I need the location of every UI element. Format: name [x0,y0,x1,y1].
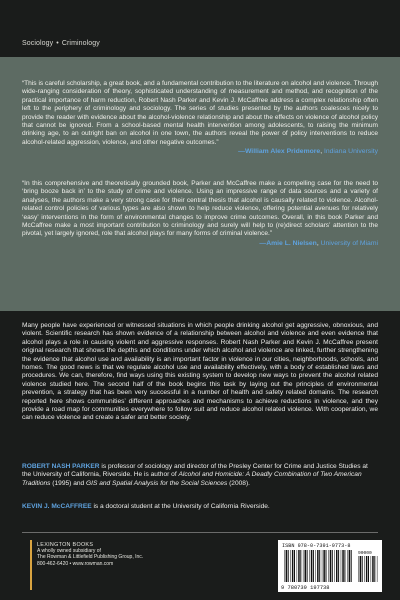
isbn-barcode [278,540,382,592]
author-name: ROBERT NASH PARKER [22,463,100,470]
subject-sociology: Sociology [22,40,54,47]
subject-criminology: Criminology [61,40,100,47]
author-bio-parker [22,463,378,488]
publisher-accent-bar [30,540,32,590]
publisher-name: LEXINGTON BOOKS [37,542,94,548]
bio-text: (2008). [227,479,250,487]
bio-text: is a doctoral student at the University of California Riverside. [91,503,270,510]
barcode-bars [284,550,352,582]
attribution-dash: — [259,239,267,247]
attribution-dash: — [238,148,245,156]
endorsement-text: “This is careful scholarship, a great book, and a fundamental contribution to the literature on alcohol and violence. Through wide-ranging consideration of theory, sophisticated understanding of measurement and method, and recognition of the practical importance of harm reduction, Robert Nash Parker and Kevin J. McCaffree address a complex relationship often left to the periphery of criminology and sociology. The series of studies presented by the authors coalesces nicely to provide the reader with evidence about the alcohol-violence relationship and about the effects on violence of alcohol policy that cannot be ignored. From a school-based mental health intervention among adolescents, to raising the minimum drinking age, to an outright ban on alcohol in one town, the authors reveal the power of policy interventions to reduce alcohol-related aggression, violence, and other negative outcomes.” [22,80,378,146]
author-bio-mccaffree [22,503,378,511]
publisher-info [37,542,187,567]
barcode-graphic [278,540,382,592]
bio-text: (1995) and [50,479,87,487]
endorsement-quote-1 [22,80,378,157]
endorser-affiliation: University of Miami [320,239,378,247]
subject-separator: • [56,40,59,47]
endorsement-attribution: —Amie L. Nielsen, University of Miami [259,239,378,247]
publisher-line-1: A wholly owned subsidiary of [37,548,101,555]
isbn-text: ISBN 978-0-7391-9773-8 [282,543,351,549]
endorser-affiliation: Indiana University [323,148,378,156]
book-title: Alcohol and Homicide: A Deadly Combination of Two American Traditions [22,471,362,487]
price-barcode-bars [358,556,377,582]
endorsement-quote-2 [22,180,378,248]
top-band [0,0,400,57]
publisher-line-3: 800-462-6420 • www.rowman.com [37,560,114,567]
endorsement-attribution: —William Alex Pridemore, Indiana University [238,148,378,156]
bio-text: is professor of sociology and director of the Presley Center for Crime and Justice Studies at the University of California, Riverside. He is author of [22,463,368,479]
endorser-name: Amie L. Nielsen [266,239,317,247]
barcode-digits: 9 780739 197738 [281,585,330,591]
book-title: GIS and Spatial Analysis for the Social Sciences [86,479,228,487]
publisher-line-2: The Rowman & Littlefield Publishing Group, Inc. [37,554,144,561]
price-code: 90000 [358,551,372,556]
divider [22,532,378,533]
book-description: Many people have experienced or witnessed situations in which people drinking alcohol get aggressive, obnoxious, and violent. Scientific research has shown evidence of a relationship between alcohol and violence and even evidence that alcohol plays a role in causing violent and aggressive responses. Robert Nash Parker and Kevin J. McCaffree present original research that shows the depths and conditions under which alcohol and violence are linked, further strengthening the evidence that alcohol use and availability is an important factor in violence in our cities, neighborhoods, schools, and homes. The good news is that we regulate alcohol use and availability effectively, with a body of established laws and procedures. We can, therefore, find ways using this existing system to develop new ways to prevent the alcohol related violence studied here. The second half of the book begins this task by laying out the principles of environmental prevention, a strategy that has been very successful in a number of health and safety related domains. The research reported here shows communities’ different approaches and mechanisms to achieve reductions in violence, and they provide a road map for communities everywhere to follow suit and reduce alcohol related violence. With cooperation, we can reduce violence and create a safer and better society. [22,322,378,422]
endorser-name: William Alex Pridemore [244,148,321,156]
endorsement-text: “In this comprehensive and theoretically grounded book, Parker and McCaffree make a compelling case for the need to ‘bring booze back in’ to the study of crime and violence. Using an impressive range of data sources and a variety of analyses, the authors make a very strong case for their central thesis that alcohol is causally related to violence. Alcohol-related control policies of various types are also shown to help reduce violence, offering potential avenues for relatively ‘easy’ interventions in the form of environmental changes to improve crime outcomes. Overall, in this book Parker and McCaffree make a most important contribution to criminology and surely will help to (re)direct scholars’ attention to the pivotal, yet largely ignored, role that alcohol plays for many forms of criminal violence.” [22,180,378,238]
author-name: KEVIN J. McCAFFREE [22,503,92,510]
subject-categories [22,40,100,47]
